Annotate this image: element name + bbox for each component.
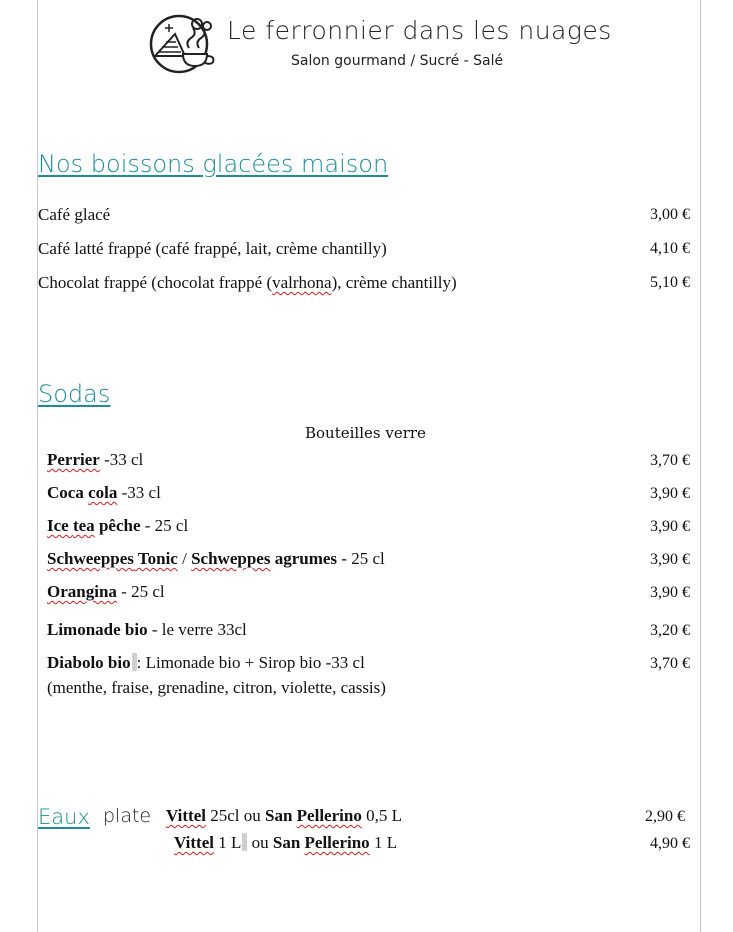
menu-item-orangina: [47, 582, 165, 602]
item-price: 3,20 €: [650, 622, 690, 639]
item-price: 3,00 €: [650, 206, 690, 223]
menu-item-cafe-latte: [38, 239, 387, 259]
tagline: Salon gourmand / Sucré - Salé: [291, 53, 504, 69]
item-name: Vittel: [174, 833, 214, 852]
teapot-cake-logo-icon: [145, 12, 219, 74]
item-price: 3,90 €: [650, 518, 690, 535]
eaux-plate-label: plate: [103, 805, 152, 827]
item-label-brand: valrhona: [272, 273, 332, 292]
item-name: San: [272, 833, 305, 852]
item-size: -33 cl: [117, 483, 161, 502]
item-price: 3,70 €: [650, 655, 690, 672]
page-margin-left: [37, 0, 38, 932]
menu-item-chocolat-frappe: [38, 273, 457, 293]
menu-item-diabolo: [47, 653, 365, 673]
item-size: 1 L: [369, 833, 398, 852]
item-size: -33 cl: [99, 450, 144, 469]
item-name: tea: [72, 516, 95, 535]
item-label: Café glacé: [38, 205, 111, 224]
item-name: Schweppes: [191, 549, 271, 568]
item-size: - 25 cl: [140, 516, 189, 535]
item-name: Schweeppes: [47, 549, 134, 568]
item-name: Coca: [47, 483, 89, 502]
item-size: 0,5 L: [361, 806, 402, 825]
header: [145, 10, 645, 80]
item-label: Café latté frappé (café frappé, lait, crème chantilly): [38, 239, 387, 258]
item-price: 3,70 €: [650, 452, 690, 469]
menu-item-diabolo-flavors: (menthe, fraise, grenadine, citron, violette, cassis): [47, 678, 386, 697]
item-price: 4,90 €: [650, 835, 690, 852]
item-price: 3,90 €: [650, 551, 690, 568]
menu-item-limonade: [47, 620, 247, 640]
item-size: - 25 cl: [116, 582, 165, 601]
item-name: agrumes: [270, 549, 338, 568]
item-name: Limonade bio: [47, 620, 148, 639]
item-label-part: Chocolat frappé (chocolat frappé (: [38, 273, 273, 292]
item-name: San: [265, 806, 297, 825]
menu-item-schweppes: [47, 549, 385, 569]
item-size: - 25 cl: [337, 549, 385, 568]
item-price: 3,90 €: [650, 485, 690, 502]
subtitle-bouteilles: Bouteilles verre: [305, 424, 426, 442]
item-name: Diabolo bio: [47, 653, 131, 672]
item-price: 5,10 €: [650, 274, 690, 291]
section-title-sodas: Sodas: [38, 380, 111, 408]
item-name: Orangina: [47, 582, 117, 601]
item-name: Tonic: [133, 549, 178, 568]
brand-name: Le ferronnier dans les nuages: [227, 16, 612, 45]
item-description: : Limonade bio + Sirop bio -33 cl: [136, 653, 365, 672]
item-price: 3,90 €: [650, 584, 690, 601]
item-price: 2,90 €: [645, 808, 685, 825]
menu-item-eau-small: [166, 806, 402, 826]
item-separator: /: [177, 549, 192, 568]
menu-item-ice-tea: [47, 516, 188, 536]
menu-item-perrier: [47, 450, 143, 470]
menu-item-eau-large: [174, 833, 397, 853]
menu-item-cafe-glace: [38, 205, 110, 225]
item-name: Perrier: [47, 450, 100, 469]
menu-item-coca-cola: [47, 483, 161, 503]
section-title-eaux: Eaux: [38, 805, 90, 829]
item-name: cola: [88, 483, 118, 502]
item-separator: ou: [247, 833, 273, 852]
item-size: 25cl ou: [205, 806, 265, 825]
item-name: Vittel: [166, 806, 206, 825]
page-margin-right: [700, 0, 701, 932]
item-name: Pellerino: [296, 806, 362, 825]
item-name: pêche: [94, 516, 141, 535]
item-size: - le verre 33cl: [147, 620, 247, 639]
item-size: 1 L: [213, 833, 242, 852]
item-price: 4,10 €: [650, 240, 690, 257]
item-name: Pellerino: [304, 833, 370, 852]
item-name: Ice: [47, 516, 73, 535]
item-label-part: ), crème chantilly): [331, 273, 457, 292]
section-title-boissons: Nos boissons glacées maison: [38, 150, 389, 178]
